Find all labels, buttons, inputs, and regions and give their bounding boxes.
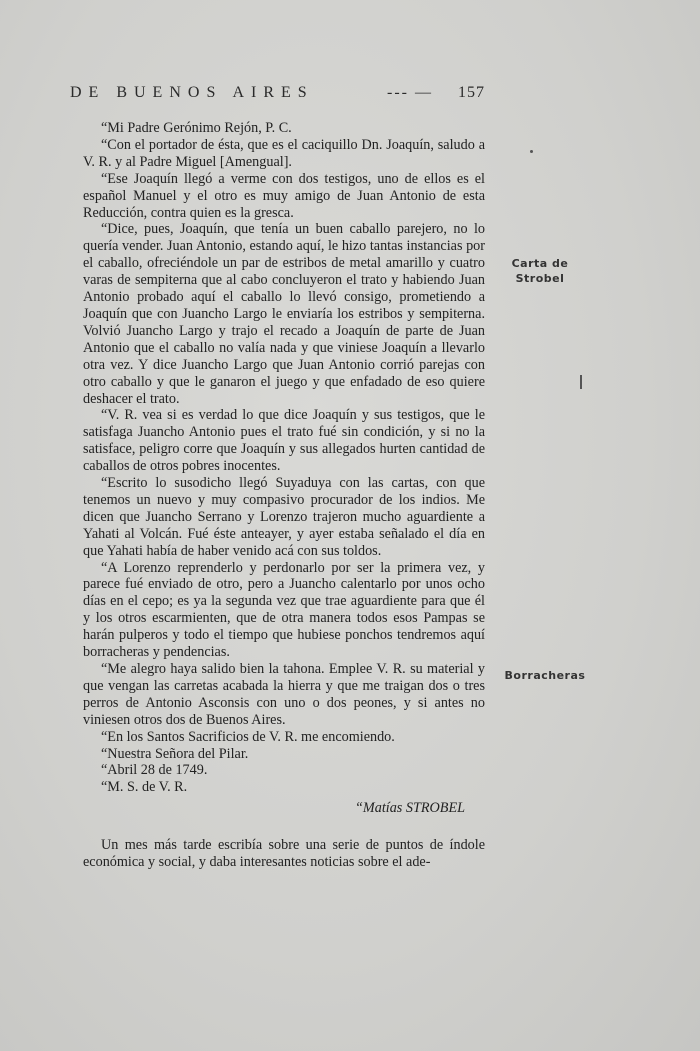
paragraph: “Dice, pues, Joaquín, que tenía un buen caballo parejero, no lo quería vender. Juan Antonio, estando aquí, le hizo tantas instancias por el caballo, ofreciéndole un par de estribos de metal amarillo y cuatro varas de sempiterna que al cabo concluyeron el trato y habiendo Juan Antonio probado aquí el caballo lo llevó consigo, prometiendo a Joaquín que con Juancho Largo le enviaría los estribos y sempiterna. Volvió Juancho Largo y trajo el recado a Joaquín de parte de Juan Antonio que el caballo no valía nada y que viniese Joaquín a llevarlo otra vez. Y dice Juancho Largo que Juan Antonio corrió parejas con otro caballo y que le ganaron el juego y que enfadado de eso quiere deshacer el trato. [83, 221, 485, 407]
margin-note-carta [505, 256, 575, 286]
closing-line: “En los Santos Sacrificios de V. R. me encomiendo. [101, 728, 395, 745]
running-title: DE BUENOS AIRES [70, 84, 314, 101]
signature: “Matías STROBEL [355, 800, 465, 817]
closing-line: “Nuestra Señora del Pilar. [101, 745, 249, 762]
margin-note-line: Carta de [511, 257, 569, 270]
page-number: 157 [458, 84, 485, 101]
paragraph: “Con el portador de ésta, que es el caciquillo Dn. Joaquín, saludo a V. R. y al Padre Miguel [Amengual]. [83, 136, 485, 170]
letter-body [83, 120, 485, 871]
paragraph: “Escrito lo susodicho llegó Suyaduya con las cartas, con que tenemos un nuevo y muy compasivo procurador de los indios. Me dicen que Juancho Serrano y Lorenzo trajeron mucho aguardiente a Yahati al Volcán. Fué éste anteayer, y ayer estaba señalado el día en que Yahati había de haber venido acá con sus toldos. [83, 475, 485, 559]
running-header [70, 84, 490, 108]
paragraph: “Me alegro haya salido bien la tahona. Emplee V. R. su material y que vengan las carretas acabada la hierra y que me traigan dos o tres perros de Antonio Asconsis con uno o dos peones, y si antes no viniesen otros dos de Buenos Aires. [83, 661, 485, 728]
paragraph: “Ese Joaquín llegó a verme con dos testigos, uno de ellos es el español Manuel y el otro es muy amigo de Juan Antonio de esta Reducción, contra quien es la gresca. [83, 170, 485, 221]
header-dashes: --- — [387, 84, 433, 101]
closing-paragraph: Un mes más tarde escribía sobre una serie de puntos de índole económica y social, y daba interesantes noticias sobre el ade- [83, 837, 485, 871]
margin-note-line: Strobel [515, 272, 565, 285]
salutation: “Mi Padre Gerónimo Rejón, P. C. [101, 120, 292, 136]
margin-mark [580, 375, 582, 389]
letter-date: “Abril 28 de 1749. [101, 762, 208, 779]
paragraph: “V. R. vea si es verdad lo que dice Joaquín y sus testigos, que le satisfaga Juancho Antonio pues el trato fué sin condición, y si no la satisface, peligro corre que Joaquín y sus allegados hurten cantidad de caballos de otros pobres inocentes. [83, 407, 485, 475]
margin-mark [530, 150, 533, 153]
paragraph: “A Lorenzo reprenderlo y perdonarlo por ser la primera vez, y parece fué enviado de otro, pero a Juancho calentarlo por unos ocho días en el cepo; es ya la segunda vez que trae aguardiente para que él y los otros escarmienten, que de otra manera todos esos Pampas se harán pulperos y todo el tiempo que hubiese ponchos tendremos aquí borracheras y pendencias. [83, 559, 485, 661]
closing-line: “M. S. de V. R. [101, 779, 188, 796]
margin-note-borracheras: Borracheras [504, 669, 586, 682]
